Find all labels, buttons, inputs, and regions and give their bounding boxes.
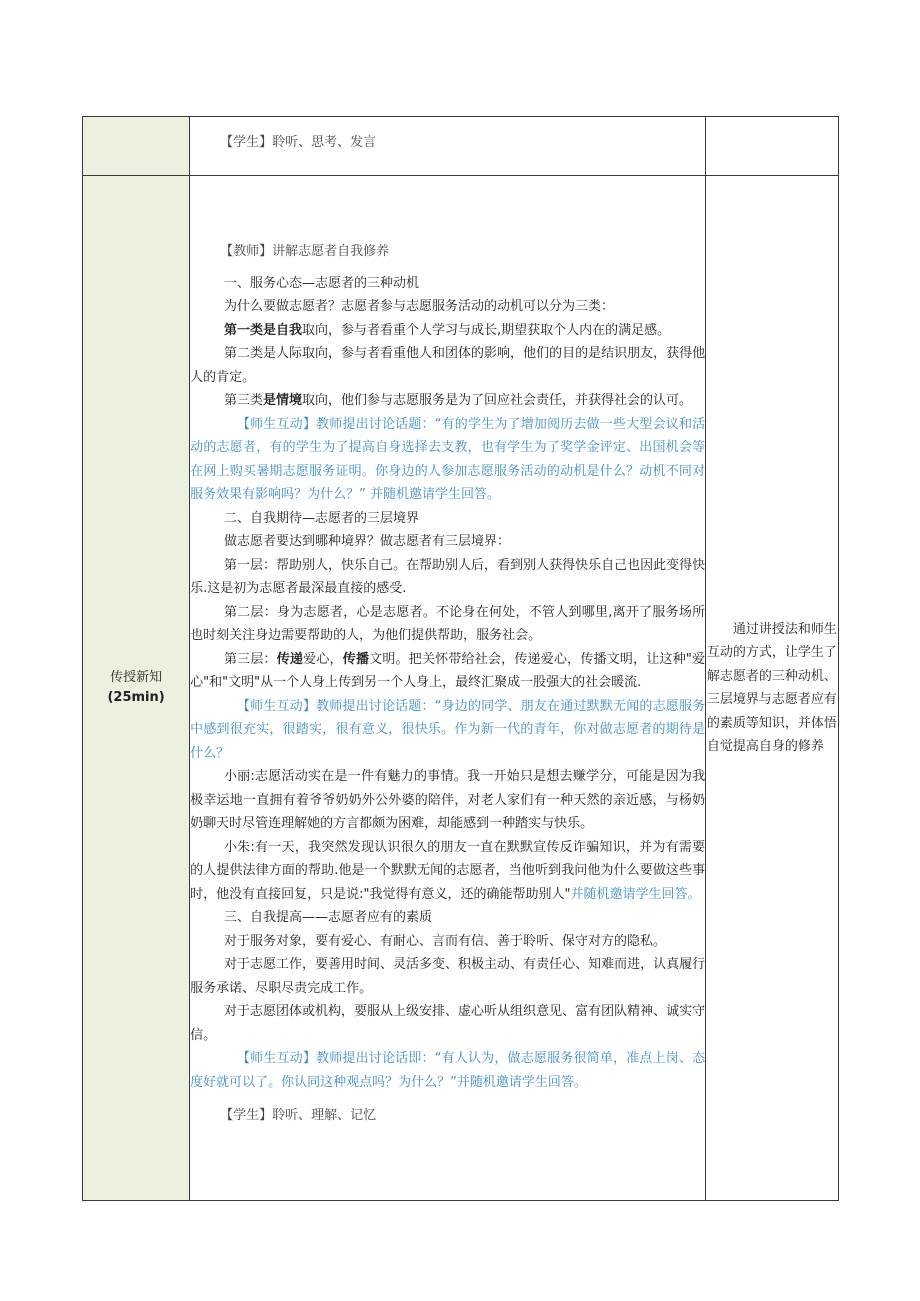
teacher-activity-text: 【教师】讲解志愿者自我修养: [220, 244, 390, 259]
paragraph: 第二类是人际取向，参与者看重他人和团体的影响，他们的目的是结识朋友，获得他人的肯定。: [190, 346, 706, 385]
activity-cell: [190, 117, 706, 176]
paragraph: 为什么要做志愿者？志愿者参与志愿服务活动的动机可以分为三类：: [223, 299, 614, 314]
heading-levels: 二、自我期待—志愿者的三层境界: [223, 510, 419, 526]
section-label-cell: [83, 176, 190, 1201]
student-activity-text: 【学生】聆听、思考、发言: [220, 135, 377, 150]
paragraph: 小丽:志愿活动实在是一件有魅力的事情。我一开始只是想去赚学分，可能是因为我极幸运地一直拥有着爷爷奶奶外公外婆的陪伴，对老人家们有一种天然的亲近感，与杨奶奶聊天时尽管连理解她的方言都颇为困难，却能感到一种踏实与快乐。: [190, 769, 706, 831]
paragraph: 第三层：传递爱心，传播文明。把关怀带给社会，传递爱心，传播文明，让这种"爱心"和"文明"从一个人身上传到另一个人身上，最终汇聚成一股强大的社会暖流.: [190, 651, 706, 690]
paragraph: 对于志愿工作，要善用时间、灵活多变、积极主动、有责任心、知难而进，认真履行服务承诺、尽职尽责完成工作。: [190, 957, 706, 996]
paragraph: 对于服务对象，要有爱心、有耐心、言而有信、善于聆听、保守对方的隐私。: [223, 933, 666, 949]
heading-motives: 一、服务心态—志愿者的三种动机: [223, 275, 419, 291]
activity-cell: [190, 176, 706, 1201]
interaction-text: 【师生互动】教师提出讨论话题：“有的学生为了增加阅历去做一些大型会议和活动的志愿者，有的学生为了提高自身选择去支教，也有学生为了奖学金评定、出国机会等在网上购买暑期志愿服务证明。你身边的人参加志愿服务活动的动机是什么？动机不同对服务效果有影响吗？为什么？” 并随机邀请学生回答。: [190, 416, 706, 502]
paragraph: 对于志愿团体或机构，要服从上级安排、虚心听从组织意见、富有团队精神、诚实守信。: [190, 1004, 706, 1043]
design-intent-text: 通过讲授法和师生互动的方式，让学生了解志愿者的三种动机、三层境界与志愿者应有的素质等知识，并体悟自觉提高自身的修养: [706, 621, 837, 754]
paragraph: 第三类是情境取向，他们参与志愿服务是为了回应社会责任，并获得社会的认可。: [223, 393, 692, 408]
paragraph: 小朱:有一天，我突然发现认识很久的朋友一直在默默宣传反诈骗知识，并为有需要的人提供法律方面的帮助.他是一个默默无闻的志愿者，当他听到我问他为什么要做这些事时，他没有直接回复，只是说:"我觉得有意义，还的确能帮助别人"并随机邀请学生回答。: [190, 839, 706, 902]
table-row: [83, 176, 839, 1201]
interaction-text: 【师生互动】教师提出讨论话题：“身边的同学、朋友在通过默默无闻的志愿服务中感到很充实，很踏实，很有意义，很快乐。作为新一代的青年，你对做志愿者的期待是什么？: [190, 698, 706, 761]
paragraph: 第一层：帮助别人，快乐自己。在帮助别人后，看到别人获得快乐自己也因此变得快乐.这是初为志愿者最深最直接的感受.: [190, 557, 706, 596]
section-label-cell: [83, 117, 190, 176]
paragraph: 做志愿者要达到哪种境界？做志愿者有三层境界：: [223, 534, 510, 549]
section-duration: (25min): [107, 690, 165, 705]
table-row: [83, 117, 839, 176]
paragraph: 第一类是自我取向，参与者看重个人学习与成长,期望获取个人内在的满足感。: [223, 322, 671, 338]
lesson-plan-table: [82, 116, 839, 1201]
interaction-text: 【师生互动】教师提出讨论话即：“有人认为，做志愿服务很简单，准点上岗、态度好就可以了。你认同这种观点吗？为什么？”并随机邀请学生回答。: [190, 1051, 706, 1090]
design-intent-cell: [705, 117, 838, 176]
paragraph: 第二层：身为志愿者，心是志愿者。不论身在何处，不管人到哪里,离开了服务场所也时刻关注身边需要帮助的人，为他们提供帮助，服务社会。: [190, 604, 706, 643]
student-activity-text: 【学生】聆听、理解、记忆: [220, 1108, 377, 1123]
lesson-content: [190, 240, 705, 1128]
section-title: 传授新知: [110, 670, 163, 685]
heading-qualities: 三、自我提高——志愿者应有的素质: [223, 910, 432, 925]
design-intent-cell: [705, 176, 838, 1201]
